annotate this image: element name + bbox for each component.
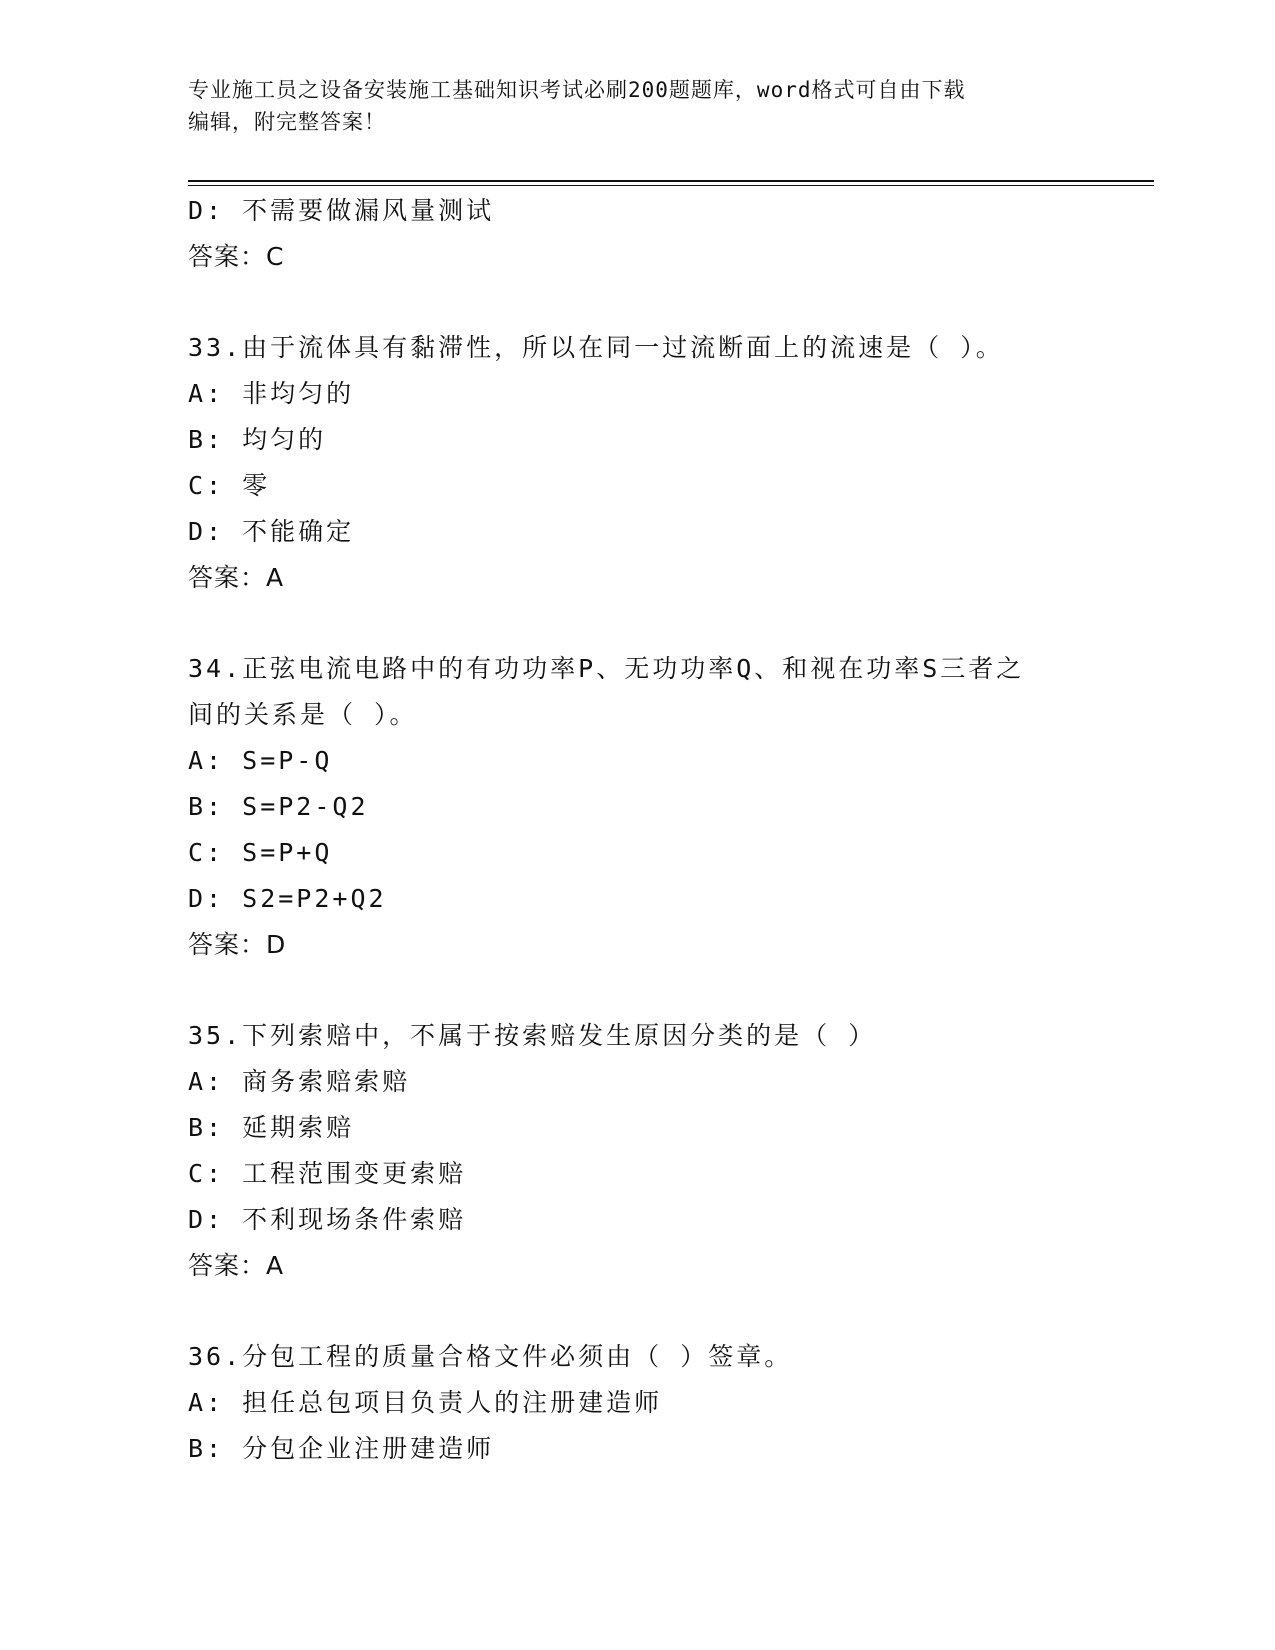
- option-b: B: 均匀的: [188, 425, 327, 454]
- header-divider-thin: [188, 185, 1154, 186]
- question-stem: 33.由于流体具有黏滞性，所以在同一过流断面上的流速是（ ）。: [188, 333, 1004, 362]
- document-header: [188, 74, 1068, 138]
- option-c: C: 零: [188, 471, 271, 500]
- answer-line: 答案：A: [188, 563, 285, 592]
- option-d: D: 不需要做漏风量测试: [188, 196, 495, 225]
- option-a: A: 担任总包项目负责人的注册建造师: [188, 1388, 663, 1417]
- option-b: B: 分包企业注册建造师: [188, 1434, 495, 1463]
- option-d: D: S2=P2+Q2: [188, 884, 387, 913]
- question-spacer: [188, 601, 1118, 646]
- question-stem: 34.正弦电流电路中的有功功率P、无功功率Q、和视在功率S三者之: [188, 654, 1025, 683]
- option-c: C: 工程范围变更索赔: [188, 1159, 467, 1188]
- answer-line: 答案：A: [188, 1251, 285, 1280]
- option-a: A: 非均匀的: [188, 379, 355, 408]
- option-a: A: S=P-Q: [188, 746, 333, 775]
- option-d: D: 不能确定: [188, 517, 355, 546]
- answer-line: 答案：C: [188, 242, 285, 271]
- option-b: B: 延期索赔: [188, 1113, 355, 1142]
- question-stem-continued: 间的关系是（ ）。: [188, 700, 418, 729]
- question-list: [188, 188, 1118, 1472]
- question-spacer: [188, 1289, 1118, 1334]
- option-a: A: 商务索赔索赔: [188, 1067, 411, 1096]
- answer-line: 答案：D: [188, 930, 287, 959]
- question-stem: 36.分包工程的质量合格文件必须由（ ）签章。: [188, 1342, 793, 1371]
- header-title-line-1: 专业施工员之设备安装施工基础知识考试必刷200题题库，word格式可自由下载: [188, 78, 966, 102]
- question-stem: 35.下列索赔中，不属于按索赔发生原因分类的是（ ）: [188, 1021, 877, 1050]
- question-spacer: [188, 968, 1118, 1013]
- header-title-line-2: 编辑，附完整答案！: [188, 110, 386, 134]
- option-b: B: S=P2-Q2: [188, 792, 369, 821]
- header-divider-thick: [188, 180, 1154, 182]
- option-c: C: S=P+Q: [188, 838, 333, 867]
- question-spacer: [188, 280, 1118, 325]
- option-d: D: 不利现场条件索赔: [188, 1205, 467, 1234]
